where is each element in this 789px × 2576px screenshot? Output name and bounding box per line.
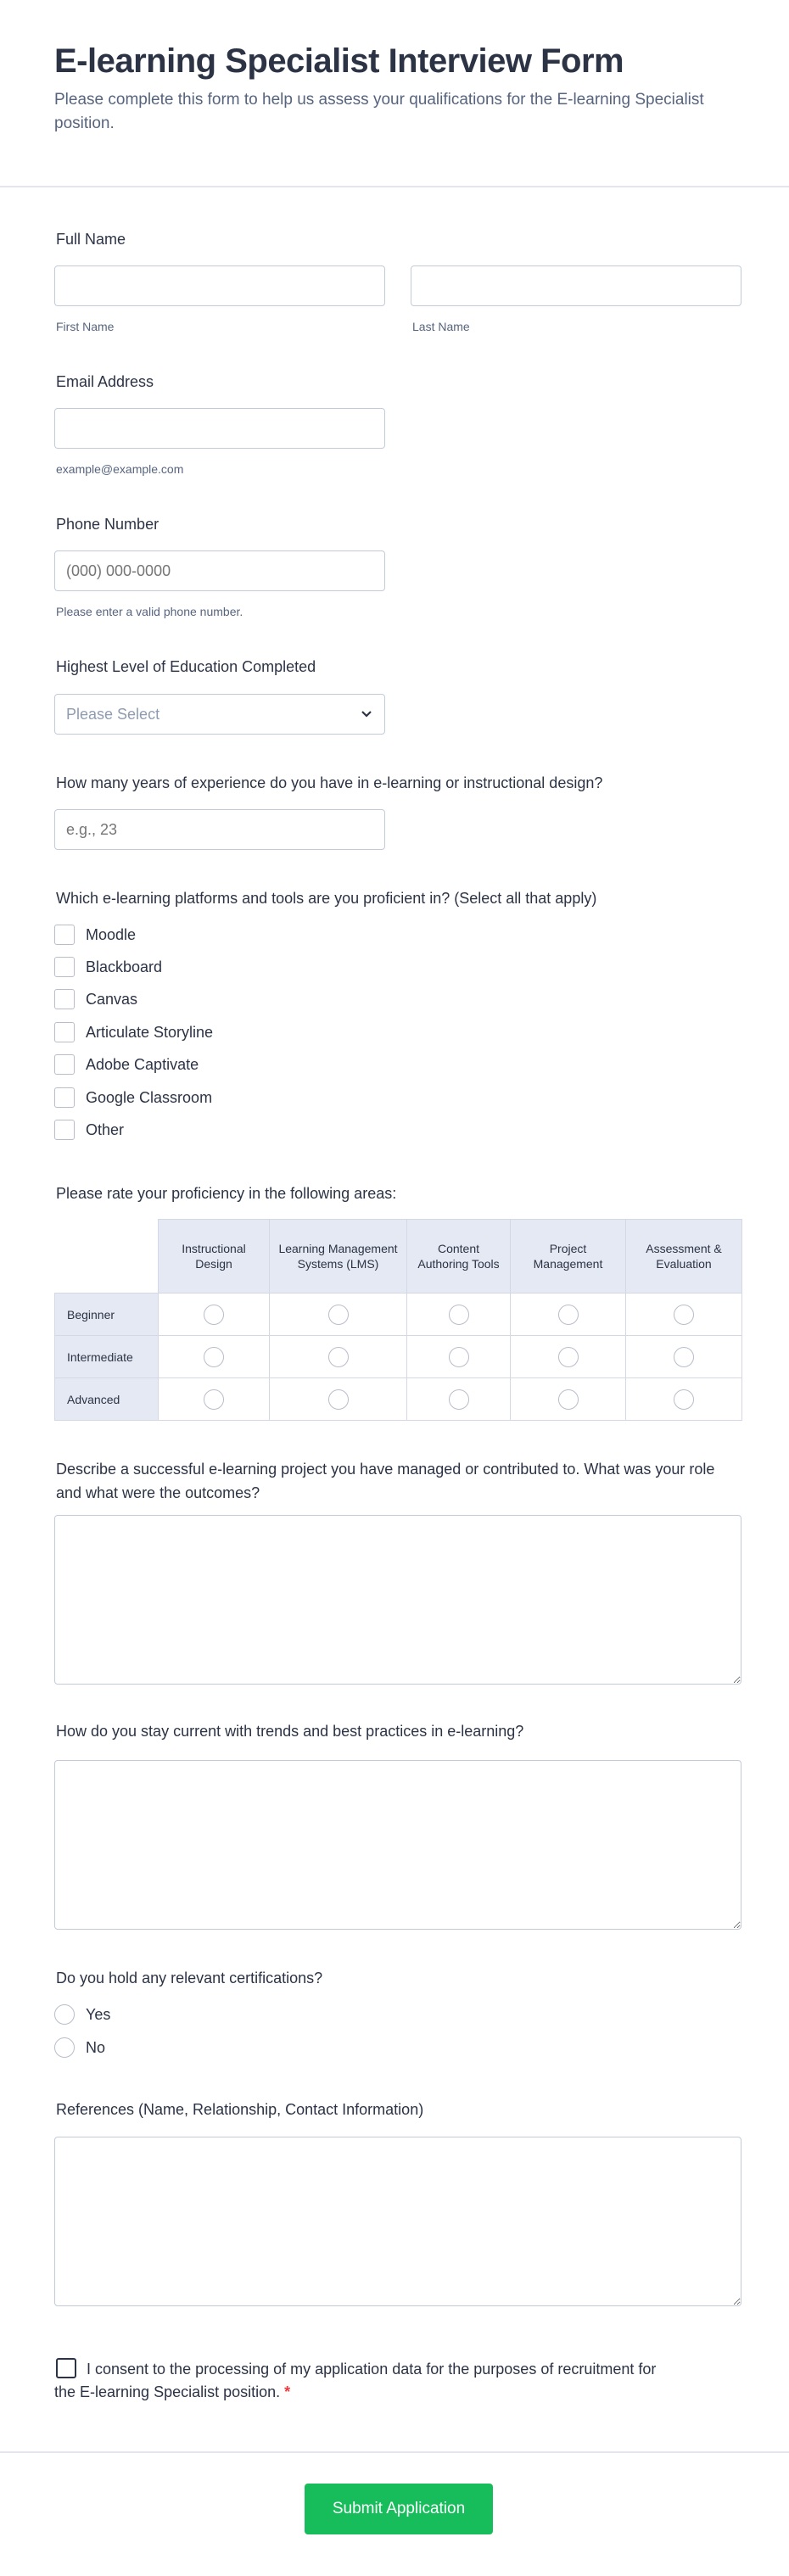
matrix-radio[interactable] [449,1305,469,1325]
phone-label: Phone Number [56,516,159,533]
trends-textarea[interactable] [54,1760,741,1930]
header-divider [0,186,789,187]
matrix-radio[interactable] [204,1347,224,1367]
matrix-corner [55,1220,159,1294]
matrix-column-header: Learning Management Systems (LMS) [270,1220,407,1294]
email-input[interactable] [54,408,385,449]
matrix-radio[interactable] [558,1347,579,1367]
chevron-down-icon [361,710,372,718]
matrix-row-advanced [55,1378,742,1421]
matrix-radio[interactable] [558,1389,579,1410]
matrix-column-header: Assessment & Evaluation [626,1220,742,1294]
education-select-value: Please Select [66,706,160,723]
first-name-input[interactable] [54,265,385,306]
checkbox-articulate-storyline[interactable] [54,1022,75,1042]
rating-label: Please rate your proficiency in the following areas: [56,1185,397,1202]
matrix-radio[interactable] [328,1305,349,1325]
matrix-row-label: Advanced [55,1378,159,1421]
checkbox-label: Canvas [86,991,138,1008]
consent-text-block [54,2358,665,2404]
certifications-label: Do you hold any relevant certifications? [56,1970,323,1986]
checkbox-label: Other [86,1121,125,1138]
matrix-row-intermediate [55,1336,742,1378]
checkbox-blackboard[interactable] [54,957,75,977]
education-label: Highest Level of Education Completed [56,658,316,675]
checkbox-label: Articulate Storyline [86,1024,214,1041]
years-label: How many years of experience do you have in e-learning or instructional design? [56,774,603,791]
years-input[interactable] [54,809,385,850]
matrix-row-beginner [55,1294,742,1336]
matrix-radio[interactable] [674,1347,694,1367]
matrix-radio[interactable] [204,1389,224,1410]
form-title: E-learning Specialist Interview Form [54,42,624,80]
required-mark: * [284,2383,291,2400]
matrix-radio[interactable] [328,1347,349,1367]
platforms-label: Which e-learning platforms and tools are you proficient in? (Select all that apply) [56,890,597,907]
matrix-radio[interactable] [558,1305,579,1325]
form-description: Please complete this form to help us assess your qualifications for the E-learning Specialist position. [54,91,704,132]
checkbox-label: Adobe Captivate [86,1056,199,1073]
radio-label: No [86,2039,106,2056]
full-name-label: Full Name [56,231,126,248]
last-name-sublabel: Last Name [412,320,470,333]
checkbox-adobe-captivate[interactable] [54,1054,75,1075]
matrix-radio[interactable] [449,1347,469,1367]
submit-button[interactable]: Submit Application [305,2484,493,2534]
checkbox-label: Google Classroom [86,1089,213,1106]
consent-text: I consent to the processing of my application data for the purposes of recruitment for the E-learning Specialist position. [54,2361,657,2400]
last-name-input[interactable] [411,265,741,306]
radio-no[interactable] [54,2037,75,2058]
references-textarea[interactable] [54,2137,741,2306]
checkbox-label: Moodle [86,926,137,943]
matrix-radio[interactable] [449,1389,469,1410]
phone-sublabel: Please enter a valid phone number. [56,605,243,618]
checkbox-label: Blackboard [86,958,163,975]
matrix-radio[interactable] [328,1389,349,1410]
matrix-column-header: Content Authoring Tools [407,1220,511,1294]
matrix-row-label: Beginner [55,1294,159,1336]
footer-divider [0,2451,789,2453]
checkbox-google-classroom[interactable] [54,1087,75,1108]
trends-label: How do you stay current with trends and best practices in e-learning? [56,1723,524,1740]
checkbox-canvas[interactable] [54,989,75,1009]
radio-yes[interactable] [54,2004,75,2025]
matrix-column-header: Project Management [511,1220,626,1294]
references-label: References (Name, Relationship, Contact Information) [56,2101,424,2118]
project-label: Describe a successful e-learning project you have managed or contributed to. What was your role and what were the outcomes? [56,1461,715,1501]
education-select[interactable] [54,694,385,735]
email-label: Email Address [56,373,154,390]
matrix-radio[interactable] [674,1389,694,1410]
matrix-radio[interactable] [674,1305,694,1325]
email-sublabel: example@example.com [56,462,184,476]
checkbox-moodle[interactable] [54,925,75,945]
matrix-radio[interactable] [204,1305,224,1325]
checkbox-other[interactable] [54,1120,75,1140]
project-textarea[interactable] [54,1515,741,1685]
matrix-column-header: Instructional Design [159,1220,270,1294]
first-name-sublabel: First Name [56,320,115,333]
matrix-row-label: Intermediate [55,1336,159,1378]
rating-matrix [54,1219,742,1421]
phone-input[interactable] [54,550,385,591]
radio-label: Yes [86,2006,111,2023]
